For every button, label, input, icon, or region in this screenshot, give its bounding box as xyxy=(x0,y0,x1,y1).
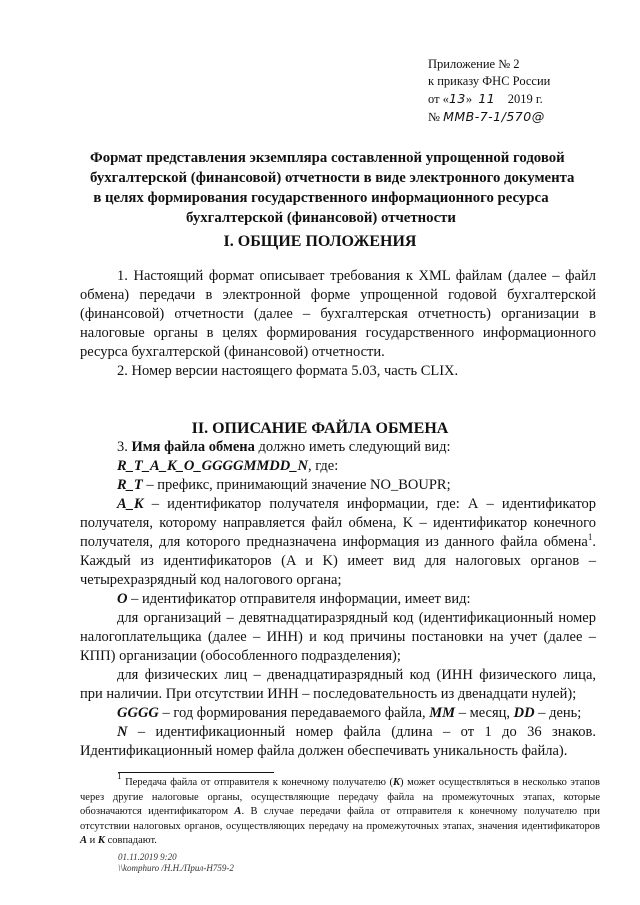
title-line: бухгалтерской (финансовой) отчетности xyxy=(186,210,456,226)
order-number xyxy=(428,108,550,126)
file-stamp xyxy=(118,852,234,874)
number-prefix: № xyxy=(428,110,440,124)
prefix-definition xyxy=(80,476,596,495)
p3-number: 3. xyxy=(117,439,128,455)
date-day: 13 xyxy=(448,91,466,106)
n-text: – идентификационный номер файла (длина – от 1 до 36 знаков. Идентификационный номер файла должен обеспечивать уникальность файла). xyxy=(80,724,596,759)
date-year: 2019 г. xyxy=(507,92,543,106)
o-text: – идентификатор отправителя информации, имеет вид: xyxy=(131,591,471,607)
dd-text: – день; xyxy=(538,705,582,721)
footnote-text xyxy=(80,771,600,849)
stamp-path: \\komphuro /Н.Н./Прил-Н759-2 xyxy=(118,863,234,873)
mm-text: – месяц, xyxy=(458,705,511,721)
footnote xyxy=(80,771,600,849)
footnote-code-k: K xyxy=(393,777,401,788)
date-definition xyxy=(80,704,596,723)
pattern-suffix: , где: xyxy=(307,458,339,474)
pattern-code: R_T_A_K_O_GGGGMMDD_N xyxy=(117,458,308,474)
footnote-ref[interactable]: 1 xyxy=(587,532,593,542)
dd-code: DD xyxy=(513,705,535,721)
ak-text: – идентификатор получателя информации, где: А – идентификатор получателя, которому направляется файл обмена, K – идентификатор конечного получателя, для которого предназначена информация из данного файла обмена xyxy=(80,496,597,550)
section-general-body xyxy=(80,267,596,381)
ak-code: A_K xyxy=(117,496,144,512)
footnote-code-a: А xyxy=(80,835,88,846)
organization-definition: для организаций – девятнадцатиразрядный код (идентификационный номер налогоплательщика (далее – ИНН) и код причины постановки на учет (далее – КПП) организации (обособленного подразделения); xyxy=(80,610,596,664)
order-date xyxy=(428,90,550,108)
section-file-body xyxy=(80,438,596,761)
title-line: бухгалтерской (финансовой) отчетности в виде электронного документа xyxy=(90,170,575,186)
title-line: в целях формирования государственного информационного ресурса xyxy=(93,190,549,206)
footnote-mark: 1 xyxy=(117,771,122,781)
n-code: N xyxy=(117,724,128,740)
date-month: 11 xyxy=(478,91,496,106)
recipient-definition xyxy=(80,495,596,590)
order-reference: к приказу ФНС России xyxy=(428,74,551,88)
paragraph-2: 2. Номер версии настоящего формата 5.03, часть CLIX. xyxy=(117,363,459,379)
section-heading-general: I. ОБЩИЕ ПОЛОЖЕНИЯ xyxy=(223,233,417,250)
footnote-part: . В случае передачи файла от отправителя к конечному получателю при отсутствии налоговых органов, осуществляющих передачу на промежуточных этапах, значения идентификаторов xyxy=(80,806,600,832)
paragraph-1: 1. Настоящий формат описывает требования к XML файлам (далее – файл обмена) передачи в электронной форме упрощенной годовой бухгалтерской (финансовой) отчетности (далее – бухгалтерская отчетность) организации в налоговые органы в целях формирования государственного информационного ресурса бухгалтерской (финансовой) отчетности. xyxy=(80,268,596,360)
document-title xyxy=(90,148,575,228)
sender-definition xyxy=(80,590,596,609)
footnote-part: и xyxy=(89,835,96,846)
file-name-pattern xyxy=(80,457,596,476)
footnote-part: совпадают. xyxy=(107,835,157,846)
rt-text: – префикс, принимающий значение NO_BOUPR; xyxy=(146,477,451,493)
date-mid: » xyxy=(465,92,473,106)
section-heading-file: II. ОПИСАНИЕ ФАЙЛА ОБМЕНА xyxy=(191,420,449,437)
title-line: Формат представления экземпляра составленной упрощенной годовой xyxy=(90,150,565,166)
footnote-code-k: К xyxy=(97,835,106,846)
number-definition xyxy=(80,723,596,761)
rt-code: R_T xyxy=(117,477,143,493)
mm-code: MM xyxy=(429,705,456,721)
footnote-part: ) может осуществляться в несколько этапов через другие налоговые органы, осуществляющие передачу файла на промежуточных этапах, которые обозначаются идентификатором xyxy=(80,777,600,817)
individual-definition: для физических лиц – двенадцатиразрядный код (ИНН физического лица, при наличии. При отсутствии ИНН – последовательность из двенадцати нулей); xyxy=(80,667,596,702)
footnote-divider xyxy=(118,772,274,773)
paragraph-3 xyxy=(80,438,596,457)
stamp-date: 01.11.2019 9:20 xyxy=(118,852,177,862)
appendix-block xyxy=(428,56,550,126)
footnote-part: Передача файла от отправителя к конечному получателю ( xyxy=(125,777,394,788)
date-prefix: от « xyxy=(428,92,449,106)
number-value: ММВ-7-1/570@ xyxy=(443,109,545,124)
footnote-code-a: А xyxy=(234,806,242,817)
ak-text-2: . Каждый из идентификаторов (A и K) имеет вид для налоговых органов – четырехразрядный код налогового органа; xyxy=(80,534,596,588)
o-code: O xyxy=(117,591,128,607)
p3-text: должно иметь следующий вид: xyxy=(258,439,451,455)
p3-bold-term: Имя файла обмена xyxy=(131,439,255,455)
appendix-label: Приложение № 2 xyxy=(428,57,520,71)
gggg-text: – год формирования передаваемого файла, xyxy=(162,705,426,721)
gggg-code: GGGG xyxy=(117,705,159,721)
